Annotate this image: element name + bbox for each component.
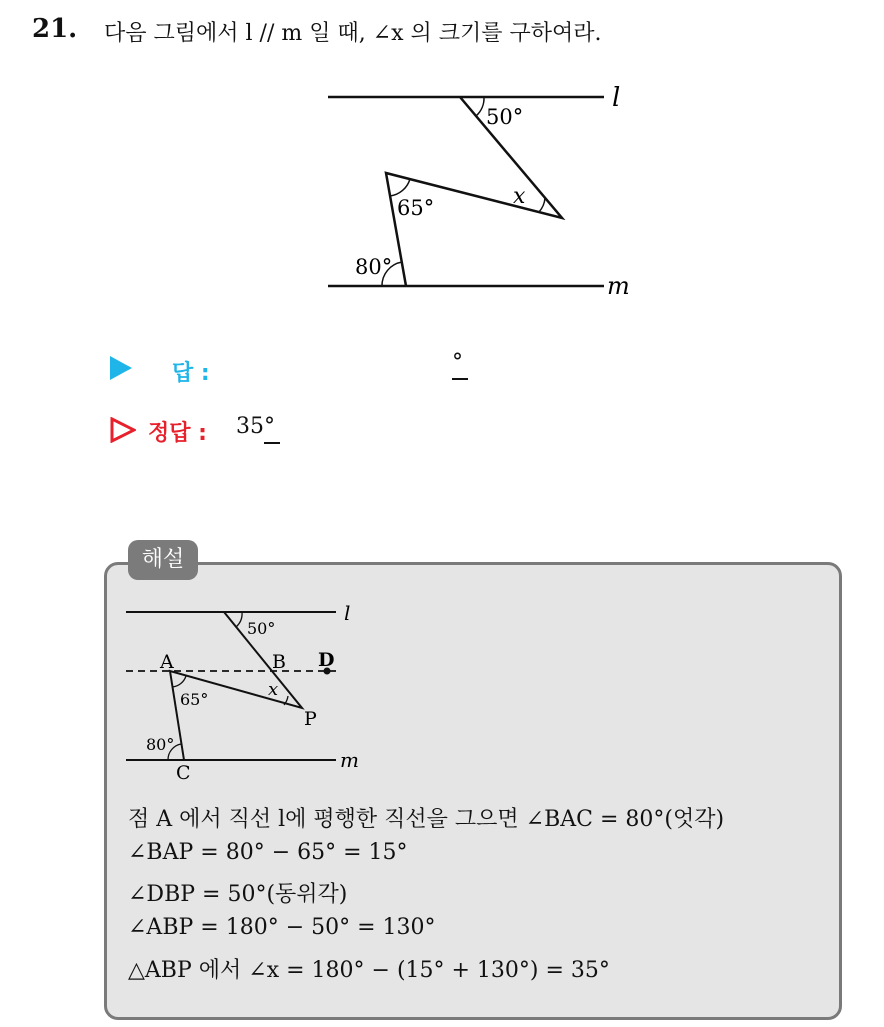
- solution-tag: 해설: [128, 540, 198, 580]
- sol-label-angle-80: 80°: [146, 735, 175, 754]
- correct-underline: [264, 442, 280, 444]
- answer-underline: [452, 378, 468, 380]
- label-angle-80: 80°: [355, 255, 393, 279]
- answer-unit[interactable]: °: [452, 350, 463, 375]
- sol-arc-50: [236, 612, 242, 627]
- correct-unit: °: [264, 414, 275, 439]
- solution-line-4: ∠ABP = 180° − 50° = 130°: [128, 915, 436, 940]
- question-figure: [0, 0, 884, 330]
- correct-label: 정답 :: [148, 421, 207, 446]
- solution-line-5: △ABP 에서 ∠x = 180° − (15° + 130°) = 35°: [128, 958, 610, 983]
- sol-zigzag-path: [170, 612, 302, 760]
- sol-label-m: m: [340, 748, 359, 772]
- sol-label-b: B: [272, 651, 286, 673]
- arc-50: [476, 97, 484, 116]
- sol-label-p: P: [304, 708, 317, 730]
- answer-label: 답 :: [172, 361, 210, 386]
- solution-line-2: ∠BAP = 80° − 65° = 15°: [128, 840, 408, 865]
- sol-label-a: A: [160, 651, 174, 673]
- question-number: 21.: [32, 14, 78, 44]
- solution-figure: [0, 590, 884, 790]
- solution-line-3: ∠DBP = 50°(동위각): [128, 882, 348, 907]
- zigzag-path: [386, 97, 562, 286]
- sol-label-d: D: [318, 649, 335, 671]
- label-angle-50: 50°: [486, 105, 524, 129]
- arc-x: [539, 198, 545, 212]
- sol-label-angle-50: 50°: [247, 619, 276, 638]
- correct-marker-icon: [110, 417, 136, 443]
- label-angle-65: 65°: [397, 196, 435, 220]
- label-m: m: [607, 272, 630, 300]
- answer-marker-icon: [110, 356, 132, 380]
- correct-value: [236, 414, 275, 439]
- sol-label-c: C: [176, 762, 191, 784]
- arc-65: [390, 179, 410, 196]
- sol-label-angle-65: 65°: [180, 690, 209, 709]
- correct-number: 35: [236, 414, 264, 439]
- label-angle-x: x: [513, 184, 526, 209]
- sol-label-angle-x: x: [268, 679, 279, 700]
- sol-label-l: l: [344, 601, 351, 625]
- sol-arc-65: [172, 676, 186, 687]
- solution-line-1: 점 A 에서 직선 l에 평행한 직선을 그으면 ∠BAC = 80°(엇각): [128, 807, 725, 832]
- label-l: l: [612, 83, 621, 113]
- question-text: 다음 그림에서 l // m 일 때, ∠x 의 크기를 구하여라.: [104, 21, 602, 46]
